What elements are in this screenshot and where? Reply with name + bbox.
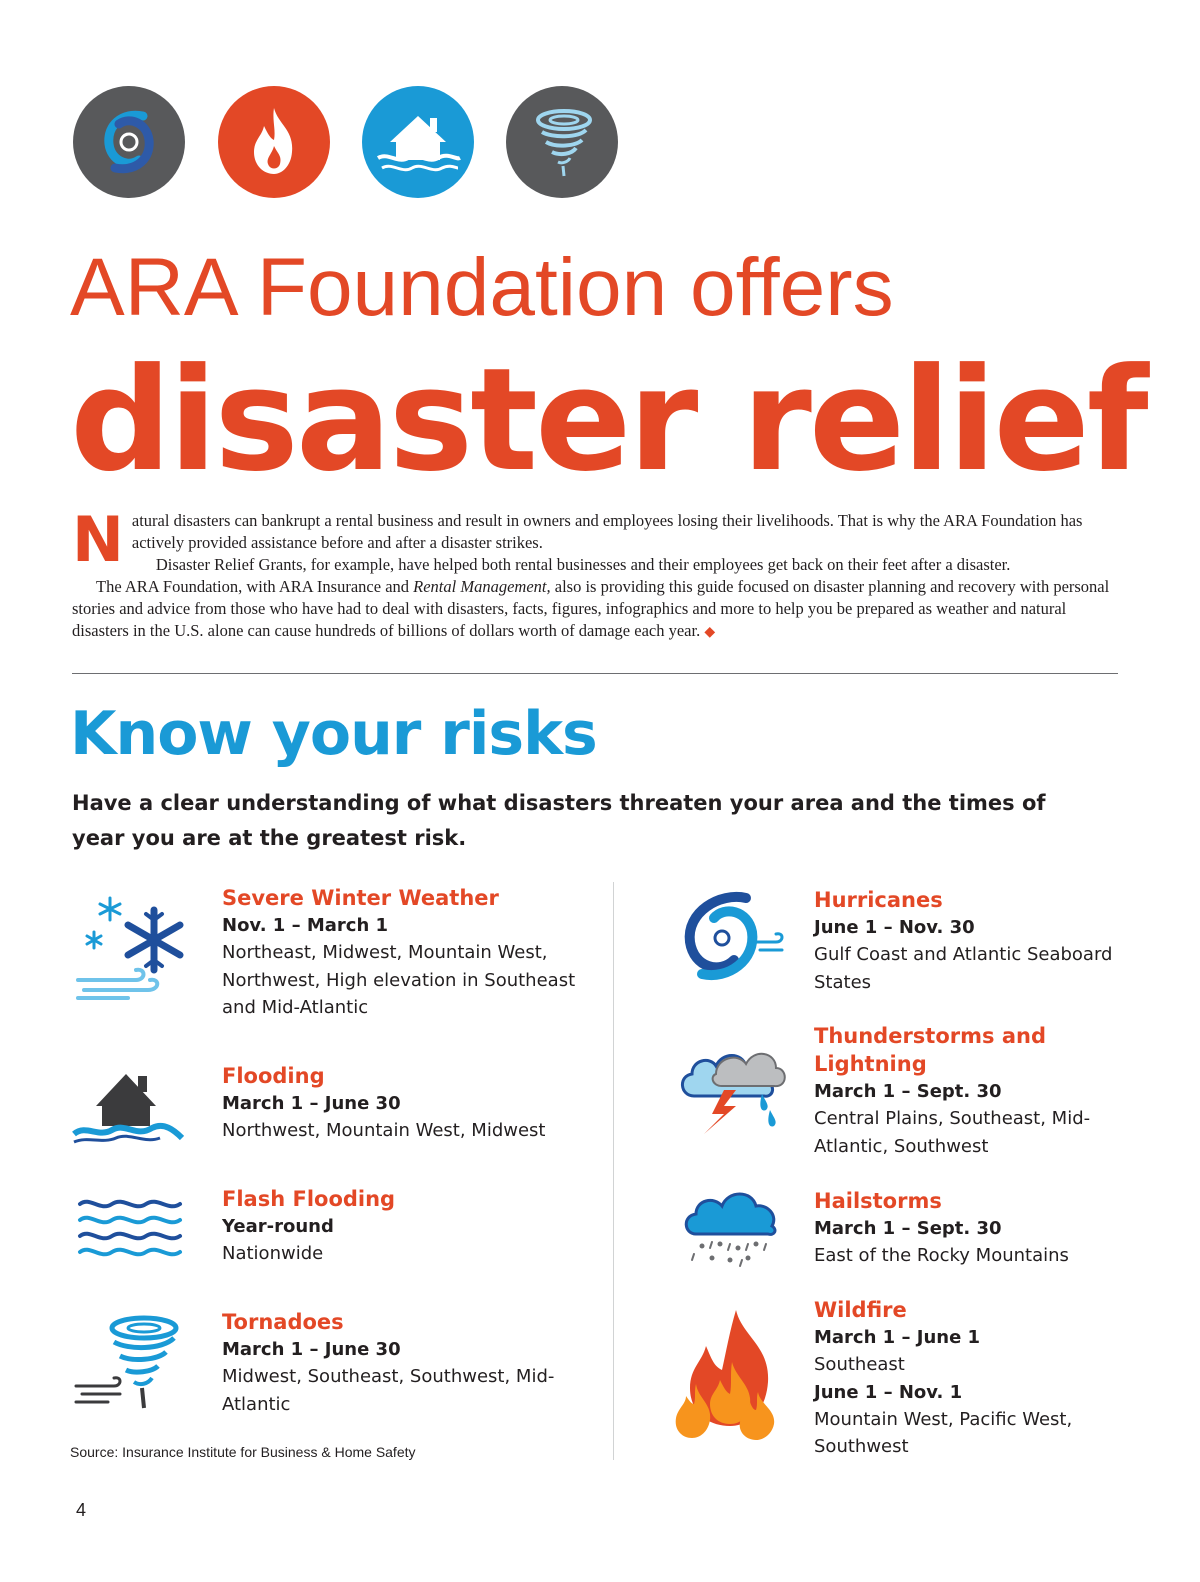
intro-paragraph-3: [72, 576, 1118, 644]
risk-season: March 1 – June 30: [222, 1339, 401, 1360]
intro-paragraph-3-end: also is providing this guide focused on disaster planning and recovery with personal stories and advice from those who have had to deal with disasters, facts, figures, infographics and more to help you be prepared as weather and natural disasters in the U.S. alone can cause hundreds of billions of dollars worth of damage each year.: [72, 577, 1110, 640]
tornado-icon: [74, 1314, 186, 1410]
drop-cap: N: [72, 503, 124, 576]
risk-hurricanes: [814, 886, 1114, 996]
risk-title: Tornadoes: [222, 1310, 344, 1334]
risk-flooding: [222, 1062, 592, 1145]
flood-house-icon: [72, 1068, 184, 1144]
flood-badge: [362, 86, 474, 198]
hurricane-icon: [73, 86, 185, 198]
thunderstorm-icon: [676, 1034, 794, 1138]
risk-title: Thunderstorms and Lightning: [814, 1024, 1046, 1076]
risk-regions-2: Mountain West, Pacific West, Southwest: [814, 1408, 1073, 1457]
headline-line2: disaster relief: [70, 338, 1146, 503]
source-note: Source: Insurance Institute for Business & Home Safety: [70, 1444, 416, 1460]
risk-regions: Gulf Coast and Atlantic Seaboard States: [814, 944, 1113, 993]
hurricane-badge: [73, 86, 185, 198]
column-divider: [613, 882, 614, 1460]
risk-season: Year-round: [222, 1216, 334, 1237]
publication-name: Rental Management,: [413, 577, 551, 596]
section-lead: Have a clear understanding of what disasters threaten your area and the times of year you are at the greatest risk.: [72, 791, 1046, 850]
risk-thunderstorms: [814, 1022, 1114, 1160]
waves-icon: [76, 1194, 186, 1264]
page-number: 4: [76, 1500, 87, 1520]
end-mark-icon: ◆: [704, 625, 716, 640]
risk-regions: Northwest, Mountain West, Midwest: [222, 1120, 546, 1141]
risk-regions: Nationwide: [222, 1243, 324, 1264]
risk-regions: Northeast, Midwest, Mountain West, Northwest, High elevation in Southeast and Mid-Atlantic: [222, 942, 576, 1018]
risk-regions: Southeast: [814, 1354, 905, 1375]
hail-cloud-icon: [682, 1186, 778, 1270]
risk-severe-winter-weather: [222, 884, 592, 1022]
risk-title: Wildfire: [814, 1298, 907, 1322]
wildfire-icon: [672, 1306, 784, 1442]
risk-season-2: June 1 – Nov. 1: [814, 1381, 963, 1403]
headline-line1: ARA Foundation offers: [70, 242, 894, 333]
tornado-icon: [506, 86, 618, 198]
risk-title: Hailstorms: [814, 1189, 942, 1213]
fire-icon: [218, 86, 330, 198]
snowflake-wind-icon: [74, 894, 190, 1004]
risk-flash-flooding: [222, 1185, 592, 1268]
risk-title: Hurricanes: [814, 888, 943, 912]
flood-house-icon: [362, 86, 474, 198]
section-title: Know your risks: [70, 699, 597, 769]
intro-paragraph-2: Disaster Relief Grants, for example, have helped both rental businesses and their employees get back on their feet after a disaster.: [155, 555, 1011, 574]
risk-tornadoes: [222, 1308, 592, 1418]
risk-regions: Midwest, Southeast, Southwest, Mid-Atlantic: [222, 1366, 555, 1415]
risk-season: June 1 – Nov. 30: [814, 917, 975, 938]
intro-paragraph-3-start: The ARA Foundation, with ARA Insurance and: [96, 577, 414, 596]
tornado-badge: [506, 86, 618, 198]
risk-season: March 1 – June 30: [222, 1093, 401, 1114]
risk-season: March 1 – Sept. 30: [814, 1218, 1002, 1239]
hurricane-icon: [676, 890, 788, 982]
risk-season: March 1 – Sept. 30: [814, 1081, 1002, 1102]
risk-regions: East of the Rocky Mountains: [814, 1245, 1069, 1266]
risk-season: March 1 – June 1: [814, 1327, 981, 1348]
risk-season: Nov. 1 – March 1: [222, 915, 389, 936]
intro-paragraph-1: atural disasters can bankrupt a rental business and result in owners and employees losing their livelihoods. That is why the ARA Foundation has actively provided assistance before and after a disaster strikes.: [131, 511, 1083, 552]
intro-text: [72, 503, 1118, 644]
risk-wildfire: [814, 1296, 1114, 1461]
risk-regions: Central Plains, Southeast, Mid-Atlantic, Southwest: [814, 1108, 1091, 1157]
section-divider: [72, 673, 1118, 674]
fire-badge: [218, 86, 330, 198]
risk-title: Flooding: [222, 1064, 325, 1088]
risk-hailstorms: [814, 1187, 1114, 1270]
risk-title: Flash Flooding: [222, 1187, 396, 1211]
risk-title: Severe Winter Weather: [222, 886, 499, 910]
